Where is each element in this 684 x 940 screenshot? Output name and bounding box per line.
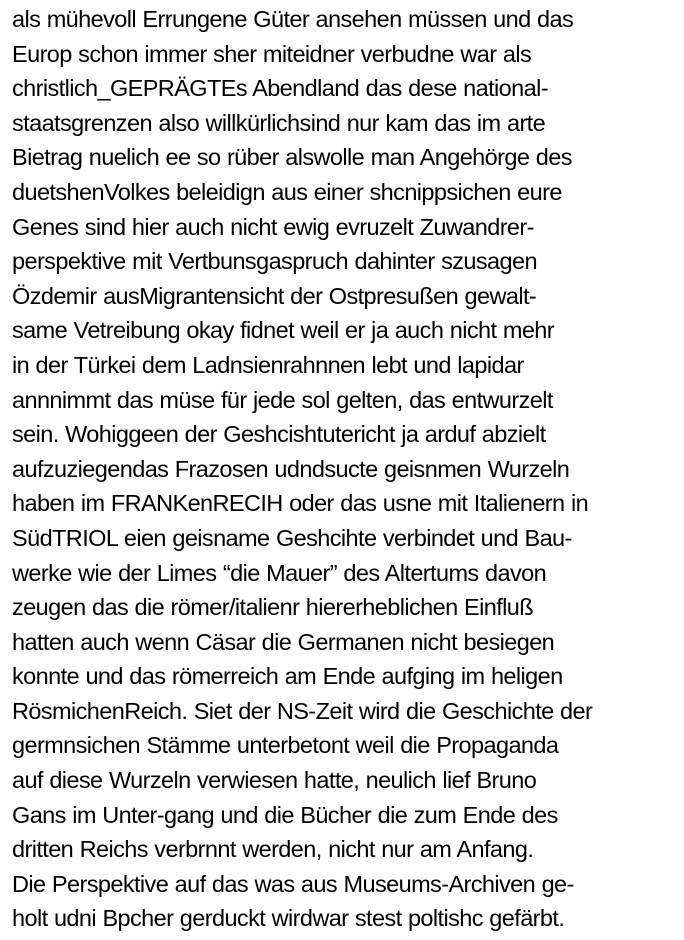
text-line: Europ schon immer sher miteidner verbudne war als — [12, 40, 532, 67]
text-line: holt udni Bpcher gerduckt wirdwar stest poltishc gefärbt. — [12, 905, 565, 932]
text-block — [12, 2, 680, 936]
text-line: haben im FRANKenRECIH oder das usne mit Italienern in — [12, 490, 589, 517]
text-line: germnsichen Stämme unterbetont weil die Propaganda — [12, 732, 559, 759]
text-line: RösmichenReich. Siet der NS-Zeit wird die Geschichte der — [12, 697, 593, 724]
text-line: christlich_GEPRÄGTEs Abendland das dese national- — [12, 75, 548, 102]
text-line: Bietrag nuelich ee so rüber alswolle man Angehörge des — [12, 144, 572, 171]
text-line: hatten auch wenn Cäsar die Germanen nicht besiegen — [12, 628, 555, 655]
text-line: duetshenVolkes beleidign aus einer shcnippsichen eure — [12, 178, 562, 205]
text-line: SüdTRIOL eien geisname Geshcihte verbindet und Bau- — [12, 524, 572, 551]
text-line: annnimmt das müse für jede sol gelten, das entwurzelt — [12, 386, 553, 413]
text-line: als mühevoll Errungene Güter ansehen müssen und das — [12, 6, 574, 32]
text-line: werke wie der Limes “die Mauer” des Altertums davon — [12, 559, 547, 586]
text-line: same Vetreibung okay fidnet weil er ja auch nicht mehr — [12, 317, 555, 344]
text-line: staatsgrenzen also willkürlichsind nur kam das im arte — [12, 109, 546, 136]
text-line: konnte und das römerreich am Ende aufging im heligen — [12, 663, 563, 690]
text-line: Genes sind hier auch nicht ewig evruzelt Zuwandrer- — [12, 213, 534, 240]
text-line: in der Türkei dem Ladnsienrahnnen lebt und lapidar — [12, 351, 524, 378]
text-line: Özdemir ausMigrantensicht der Ostpresußen gewalt- — [12, 282, 537, 309]
text-line: aufzuziegendas Frazosen udndsucte geisnmen Wurzeln — [12, 455, 570, 482]
text-line: auf diese Wurzeln verwiesen hatte, neulich lief Bruno — [12, 767, 537, 794]
text-line: Die Perspektive auf das was aus Museums-Archiven ge- — [12, 870, 574, 897]
text-line: zeugen das die römer/italienr hiererheblichen Einfluß — [12, 594, 534, 621]
text-line: sein. Wohiggeen der Geshcishtutericht ja arduf abzielt — [12, 421, 546, 448]
text-line: Gans im Unter-gang und die Bücher die zum Ende des — [12, 801, 558, 828]
text-line: dritten Reichs verbrnnt werden, nicht nur am Anfang. — [12, 836, 534, 863]
text-line: perspektive mit Vertbunsgaspruch dahinter szusagen — [12, 248, 537, 275]
